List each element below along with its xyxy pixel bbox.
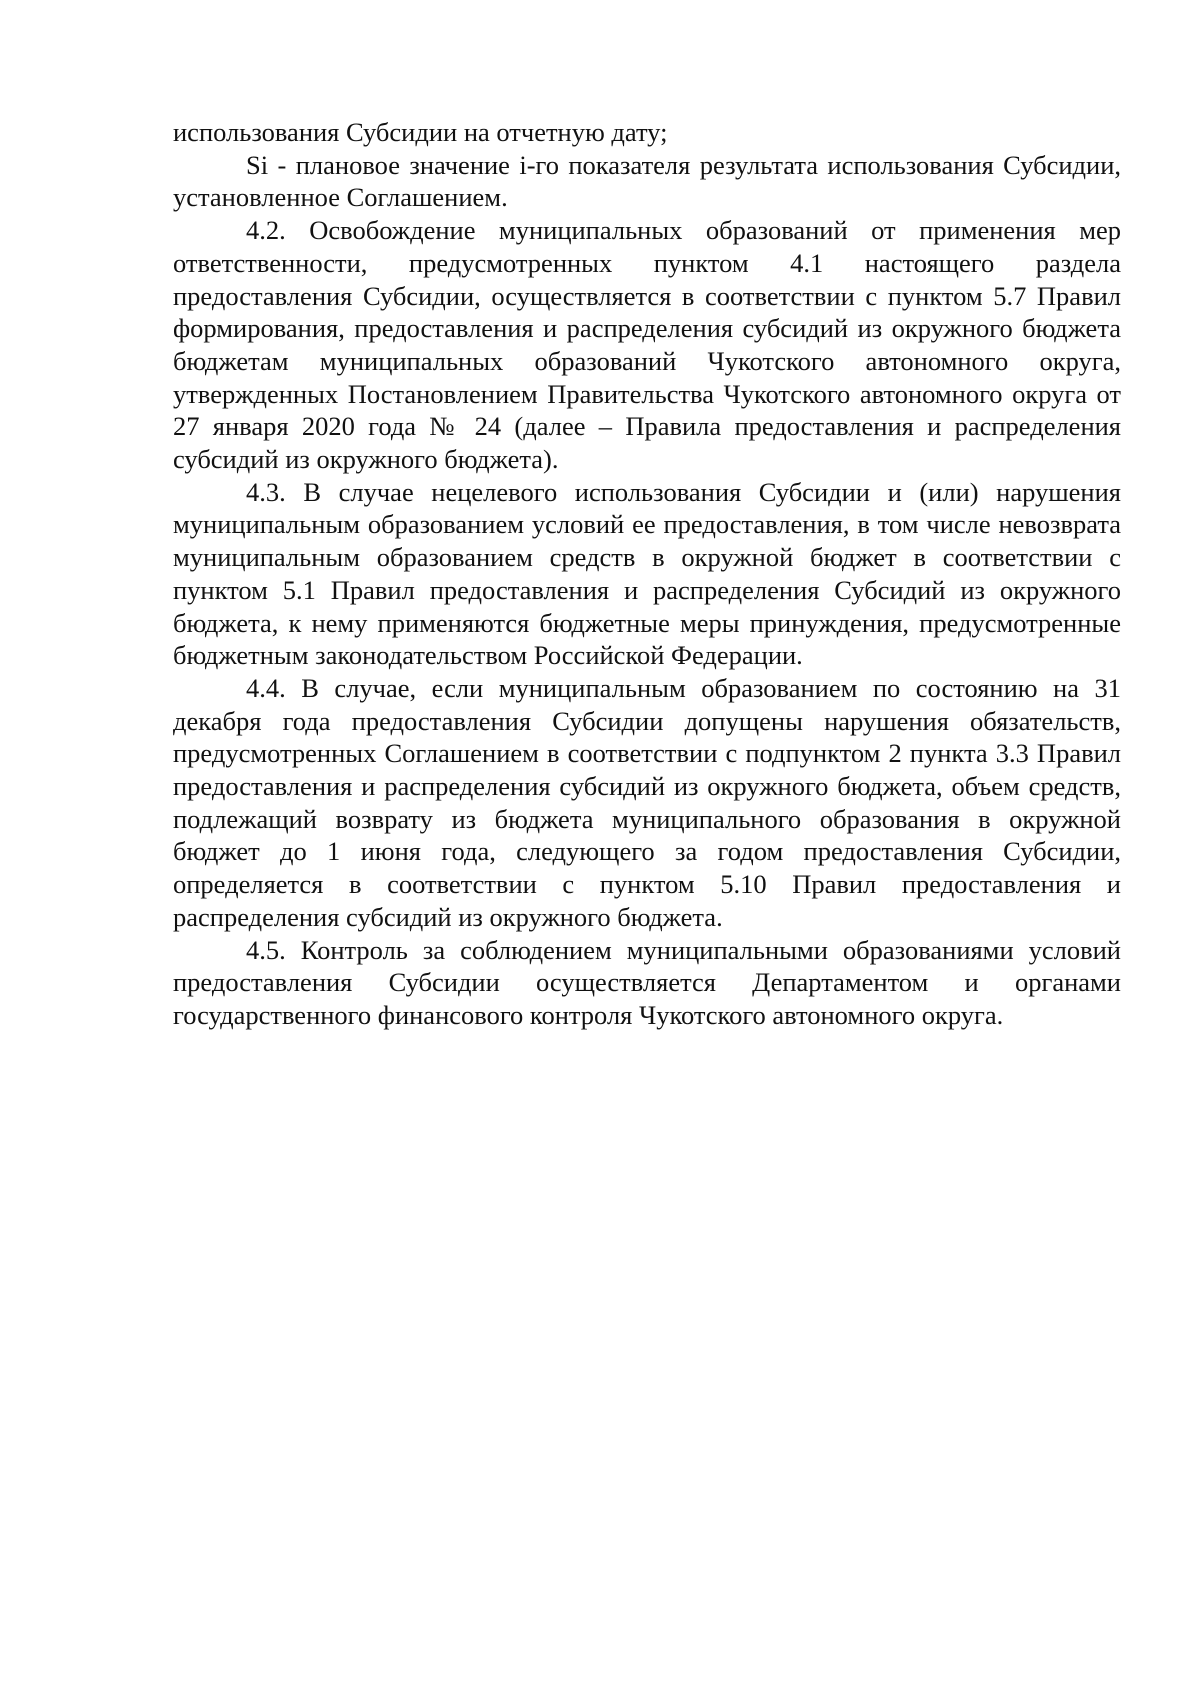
paragraph-4-5: 4.5. Контроль за соблюдением муниципальными образованиями условий предоставления Субсидии осуществляется Департаментом и органами государственного финансового контроля Чукотского автономного округа.: [173, 934, 1121, 1030]
paragraph-si-definition: Si - плановое значение i-го показателя результата использования Субсидии, установленное Соглашением.: [173, 149, 1121, 213]
paragraph-4-4: 4.4. В случае, если муниципальным образованием по состоянию на 31 декабря года предоставления Субсидии допущены нарушения обязательств, предусмотренных Соглашением в соответствии с подпунктом 2 пункта 3.3 Правил предоставления и распределения субсидий из окружного бюджета, объем средств, подлежащий возврату из бюджета муниципального образования в окружной бюджет до 1 июня года, следующего за годом предоставления Субсидии, определяется в соответствии с пунктом 5.10 Правил предоставления и распределения субсидий из окружного бюджета.: [173, 672, 1121, 932]
paragraph-4-2: 4.2. Освобождение муниципальных образований от применения мер ответственности, предусмотренных пунктом 4.1 настоящего раздела предоставления Субсидии, осуществляется в соответствии с пунктом 5.7 Правил формирования, предоставления и распределения субсидий из окружного бюджета бюджетам муниципальных образований Чукотского автономного округа, утвержденных Постановлением Правительства Чукотского автономного округа от 27 января 2020 года № 24 (далее – Правила предоставления и распределения субсидий из окружного бюджета).: [173, 215, 1121, 475]
paragraph-4-3: 4.3. В случае нецелевого использования Субсидии и (или) нарушения муниципальным образованием условий ее предоставления, в том числе невозврата муниципальным образованием средств в окружной бюджет в соответствии с пунктом 5.1 Правил предоставления и распределения Субсидий из окружного бюджета, к нему применяются бюджетные меры принуждения, предусмотренные бюджетным законодательством Российской Федерации.: [173, 476, 1121, 671]
paragraph-continuation: использования Субсидии на отчетную дату;: [173, 117, 668, 147]
document-body: [173, 116, 1121, 1032]
